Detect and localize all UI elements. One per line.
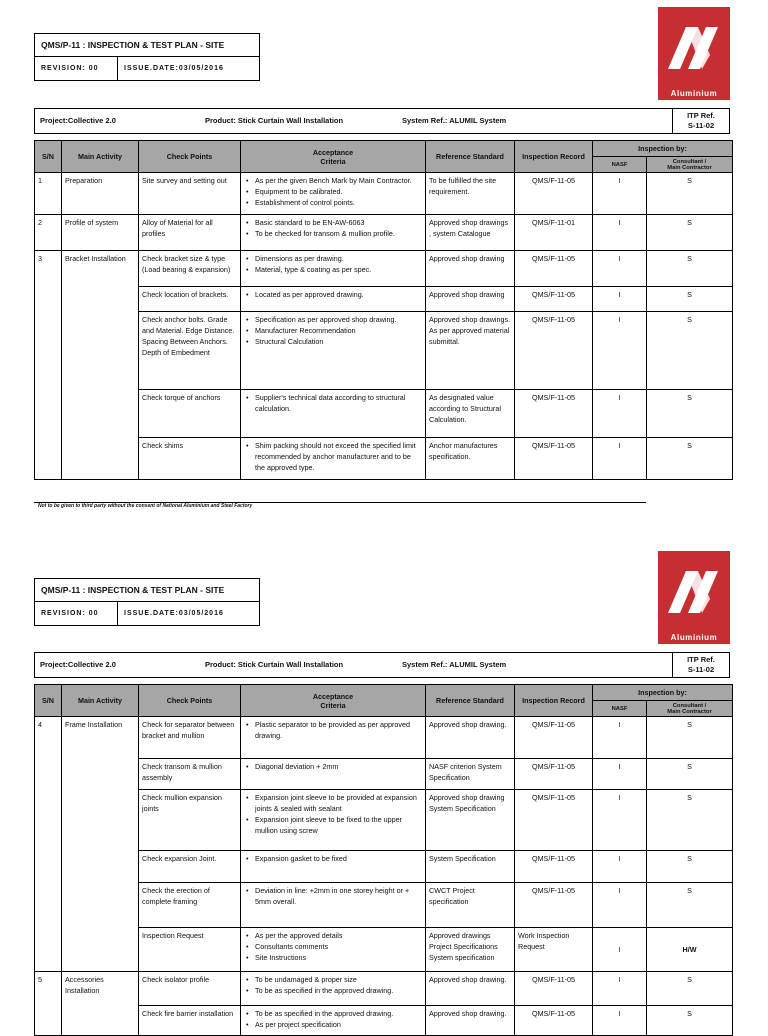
criteria-item: • Expansion joint sleeve to be provided at expansion joints & sealed with sealant xyxy=(255,792,422,814)
criteria-list xyxy=(244,314,422,347)
table-row xyxy=(35,173,733,215)
cell-record: QMS/F-11-05 xyxy=(515,251,593,287)
criteria-item: • Structural Calculation xyxy=(255,336,422,347)
cell-check-point: Check shims xyxy=(139,438,241,480)
criteria-item: • Shim packing should not exceed the specified limit recommended by anchor manufacturer and to be the approved type. xyxy=(255,440,422,473)
cell-check-point: Alloy of Material for all profiles xyxy=(139,215,241,251)
cell-record: QMS/F-11-05 xyxy=(515,759,593,790)
cell-reference: NASF criterion System Specification xyxy=(426,759,515,790)
criteria-list xyxy=(244,289,422,300)
itp-ref-label: ITP Ref. xyxy=(687,111,715,120)
cell-record: QMS/F-11-05 xyxy=(515,851,593,883)
cell-reference: Approved shop drawings. As per approved material submittal. xyxy=(426,312,515,390)
document-page-2 xyxy=(0,520,768,1029)
cell-check-point: Check isolator profile xyxy=(139,972,241,1006)
col-inspection-by: Inspection by: xyxy=(593,141,733,157)
itp-ref-value: S-11-02 xyxy=(687,121,715,130)
project-info-bar xyxy=(34,652,730,678)
col-check: Check Points xyxy=(139,141,241,173)
col-nasf: NASF xyxy=(593,157,647,173)
cell-check-point: Check mullion expansion joints xyxy=(139,790,241,851)
document-title: QMS/P-11 : INSPECTION & TEST PLAN - SITE xyxy=(35,34,259,57)
col-acceptance: Acceptance Criteria xyxy=(241,685,426,717)
cell-check-point: Check the erection of complete framing xyxy=(139,883,241,928)
criteria-item: • Expansion gasket to be fixed xyxy=(255,853,422,864)
revision-label: REVISION: 00 xyxy=(35,602,118,625)
criteria-list xyxy=(244,392,422,414)
cell-nasf: I xyxy=(593,972,647,1006)
cell-record: QMS/F-11-05 xyxy=(515,312,593,390)
cell-criteria xyxy=(241,883,426,928)
criteria-list xyxy=(244,719,422,741)
criteria-item: • Plastic separator to be provided as per approved drawing. xyxy=(255,719,422,741)
cell-record: QMS/F-11-05 xyxy=(515,790,593,851)
criteria-list xyxy=(244,761,422,772)
inspection-table-1 xyxy=(34,140,733,480)
cell-nasf: I xyxy=(593,173,647,215)
criteria-list xyxy=(244,175,422,208)
product-name: Product: Stick Curtain Wall Installation xyxy=(205,660,344,669)
cell-criteria xyxy=(241,790,426,851)
cell-consultant: S xyxy=(647,215,733,251)
cell-criteria xyxy=(241,851,426,883)
cell-sn: 1 xyxy=(35,173,62,215)
table-row xyxy=(35,790,733,851)
cell-criteria xyxy=(241,1006,426,1036)
inspection-table-2 xyxy=(34,684,733,1036)
criteria-list xyxy=(244,853,422,864)
cell-criteria xyxy=(241,312,426,390)
cell-sn: 4 xyxy=(35,717,62,972)
col-record: Inspection Record xyxy=(515,685,593,717)
table-row xyxy=(35,928,733,972)
logo-text: Aluminium xyxy=(658,631,730,644)
project-name: Project:Collective 2.0 xyxy=(40,116,116,125)
cell-consultant: S xyxy=(647,390,733,438)
itp-ref xyxy=(672,653,729,677)
table-header xyxy=(35,685,733,717)
cell-criteria xyxy=(241,251,426,287)
cell-criteria xyxy=(241,972,426,1006)
cell-criteria xyxy=(241,215,426,251)
issue-date: ISSUE.DATE:03/05/2016 xyxy=(124,65,224,72)
cell-check-point: Check expansion Joint. xyxy=(139,851,241,883)
table-row xyxy=(35,390,733,438)
cell-consultant: S xyxy=(647,173,733,215)
cell-consultant: S xyxy=(647,851,733,883)
col-reference: Reference Standard xyxy=(426,685,515,717)
project-info-bar xyxy=(34,108,730,134)
cell-sn: 3 xyxy=(35,251,62,480)
document-title: QMS/P-11 : INSPECTION & TEST PLAN - SITE xyxy=(35,579,259,602)
criteria-list xyxy=(244,930,422,963)
document-title-box xyxy=(34,33,260,81)
cell-check-point: Check location of brackets. xyxy=(139,287,241,312)
criteria-item: • To be checked for transom & mullion profile. xyxy=(255,228,422,239)
cell-check-point: Check bracket size & type (Load bearing & expansion) xyxy=(139,251,241,287)
itp-ref-value: S-11-02 xyxy=(687,665,715,674)
cell-reference: System Specification xyxy=(426,851,515,883)
cell-criteria xyxy=(241,759,426,790)
company-logo xyxy=(658,7,730,100)
cell-reference: Approved drawings Project Specifications System specification xyxy=(426,928,515,972)
cell-reference: Approved shop drawing. xyxy=(426,972,515,1006)
cell-criteria xyxy=(241,438,426,480)
criteria-item: • Consultants comments xyxy=(255,941,422,952)
document-title-box xyxy=(34,578,260,626)
col-acceptance: Acceptance Criteria xyxy=(241,141,426,173)
cell-check-point: Check fire barrier installation xyxy=(139,1006,241,1036)
criteria-list xyxy=(244,974,422,996)
cell-sn: 2 xyxy=(35,215,62,251)
criteria-item: • Located as per approved drawing. xyxy=(255,289,422,300)
cell-reference: Approved shop drawing xyxy=(426,287,515,312)
cell-activity: Bracket Installation xyxy=(62,251,139,480)
table-row xyxy=(35,717,733,759)
cell-record: QMS/F-11-05 xyxy=(515,883,593,928)
cell-nasf: I xyxy=(593,790,647,851)
criteria-item: • To be as specified in the approved drawing. xyxy=(255,985,422,996)
cell-record: Work Inspection Request xyxy=(515,928,593,972)
cell-check-point: Check torque of anchors xyxy=(139,390,241,438)
cell-reference: Anchor manufactures specification. xyxy=(426,438,515,480)
criteria-list xyxy=(244,253,422,275)
cell-check-point: Inspection Request xyxy=(139,928,241,972)
product-name: Product: Stick Curtain Wall Installation xyxy=(205,116,344,125)
cell-activity: Preparation xyxy=(62,173,139,215)
cell-criteria xyxy=(241,173,426,215)
criteria-list xyxy=(244,217,422,239)
cell-record: QMS/F-11-05 xyxy=(515,173,593,215)
criteria-item: • Diagonal deviation + 2mm xyxy=(255,761,422,772)
criteria-item: • Specification as per approved shop drawing. xyxy=(255,314,422,325)
cell-activity: Accessories Installation xyxy=(62,972,139,1036)
cell-nasf: I xyxy=(593,851,647,883)
criteria-item: • As per the approved details xyxy=(255,930,422,941)
logo-mark-icon xyxy=(658,7,730,87)
cell-nasf: I xyxy=(593,759,647,790)
itp-ref xyxy=(672,109,729,133)
criteria-item: • Expansion joint sleeve to be fixed to the upper mullion using screw xyxy=(255,814,422,836)
logo-mark-icon xyxy=(658,551,730,631)
cell-reference: Approved shop drawing. xyxy=(426,717,515,759)
criteria-item: • Equipment to be calibrated. xyxy=(255,186,422,197)
table-body-2 xyxy=(35,717,733,1036)
cell-reference: As designated value according to Structural Calculation. xyxy=(426,390,515,438)
col-record: Inspection Record xyxy=(515,141,593,173)
col-check: Check Points xyxy=(139,685,241,717)
system-ref: System Ref.: ALUMIL System xyxy=(402,116,507,125)
criteria-list xyxy=(244,792,422,836)
project-name: Project:Collective 2.0 xyxy=(40,660,116,669)
issue-date: ISSUE.DATE:03/05/2016 xyxy=(124,610,224,617)
cell-nasf: I xyxy=(593,251,647,287)
criteria-item: • To be as specified in the approved drawing. xyxy=(255,1008,422,1019)
cell-criteria xyxy=(241,390,426,438)
criteria-list xyxy=(244,1008,422,1030)
cell-criteria xyxy=(241,287,426,312)
cell-consultant: S xyxy=(647,717,733,759)
cell-nasf: I xyxy=(593,928,647,972)
cell-nasf: I xyxy=(593,390,647,438)
criteria-item: • Manufacturer Recommendation xyxy=(255,325,422,336)
table-row xyxy=(35,312,733,390)
col-sn: S/N xyxy=(35,685,62,717)
criteria-item: • To be undamaged & proper size xyxy=(255,974,422,985)
criteria-item: • Deviation in line: +2mm in one storey height or + 5mm overall. xyxy=(255,885,422,907)
col-inspection-by: Inspection by: xyxy=(593,685,733,701)
table-row xyxy=(35,972,733,1006)
cell-consultant: S xyxy=(647,287,733,312)
criteria-item: • As per the given Bench Mark by Main Contractor. xyxy=(255,175,422,186)
criteria-item: • Basic standard to be EN-AW-6063 xyxy=(255,217,422,228)
cell-record: QMS/F-11-05 xyxy=(515,717,593,759)
cell-consultant: S xyxy=(647,790,733,851)
cell-nasf: I xyxy=(593,717,647,759)
revision-label: REVISION: 00 xyxy=(35,57,118,80)
cell-nasf: I xyxy=(593,312,647,390)
criteria-item: • As per project specification xyxy=(255,1019,422,1030)
cell-consultant: S xyxy=(647,883,733,928)
cell-nasf: I xyxy=(593,287,647,312)
col-nasf: NASF xyxy=(593,701,647,717)
cell-criteria xyxy=(241,928,426,972)
cell-nasf: I xyxy=(593,438,647,480)
criteria-list xyxy=(244,885,422,907)
table-row xyxy=(35,1006,733,1036)
col-reference: Reference Standard xyxy=(426,141,515,173)
cell-record: QMS/F-11-05 xyxy=(515,972,593,1006)
criteria-item: • Supplier's technical data according to structural calculation. xyxy=(255,392,422,414)
table-body-1 xyxy=(35,173,733,480)
cell-criteria xyxy=(241,717,426,759)
cell-check-point: Check anchor bolts. Grade and Material. Edge Distance. Spacing Between Anchors. Depth of Embedment xyxy=(139,312,241,390)
logo-text: Aluminium xyxy=(658,87,730,100)
cell-check-point: Site survey and setting out xyxy=(139,173,241,215)
table-row xyxy=(35,215,733,251)
cell-nasf: I xyxy=(593,883,647,928)
table-row xyxy=(35,251,733,287)
cell-nasf: I xyxy=(593,1006,647,1036)
cell-reference: Approved shop drawings , system Catalogue xyxy=(426,215,515,251)
col-activity: Main Activity xyxy=(62,141,139,173)
cell-consultant: S xyxy=(647,1006,733,1036)
cell-reference: To be fulfilled the site requirement. xyxy=(426,173,515,215)
table-row xyxy=(35,851,733,883)
cell-record: QMS/F-11-05 xyxy=(515,390,593,438)
cell-consultant: S xyxy=(647,759,733,790)
itp-ref-label: ITP Ref. xyxy=(687,655,715,664)
cell-reference: Approved shop drawing. xyxy=(426,1006,515,1036)
cell-record: QMS/F-11-05 xyxy=(515,1006,593,1036)
system-ref: System Ref.: ALUMIL System xyxy=(402,660,507,669)
cell-check-point: Check for separator between bracket and mullion xyxy=(139,717,241,759)
col-consultant: Consultant / Main Contractor xyxy=(647,157,733,173)
col-sn: S/N xyxy=(35,141,62,173)
cell-reference: Approved shop drawing System Specification xyxy=(426,790,515,851)
cell-activity: Frame Installation xyxy=(62,717,139,972)
table-row xyxy=(35,883,733,928)
cell-consultant: S xyxy=(647,972,733,1006)
cell-consultant: S xyxy=(647,251,733,287)
criteria-list xyxy=(244,440,422,473)
company-logo xyxy=(658,551,730,644)
cell-record: QMS/F-11-01 xyxy=(515,215,593,251)
cell-record: QMS/F-11-05 xyxy=(515,287,593,312)
col-consultant: Consultant / Main Contractor xyxy=(647,701,733,717)
cell-check-point: Check transom & mullion assembly xyxy=(139,759,241,790)
table-row xyxy=(35,759,733,790)
criteria-item: • Dimensions as per drawing. xyxy=(255,253,422,264)
table-row xyxy=(35,438,733,480)
footer-note: Not to be given to third party without the consent of National Aluminium and Steel Factory xyxy=(38,503,253,509)
cell-reference: Approved shop drawing xyxy=(426,251,515,287)
cell-nasf: I xyxy=(593,215,647,251)
cell-consultant: H/W xyxy=(647,928,733,972)
cell-activity: Profile of system xyxy=(62,215,139,251)
table-row xyxy=(35,287,733,312)
table-header xyxy=(35,141,733,173)
cell-reference: CWCT Project specification xyxy=(426,883,515,928)
cell-consultant: S xyxy=(647,438,733,480)
criteria-item: • Material, type & coating as per spec. xyxy=(255,264,422,275)
cell-record: QMS/F-11-05 xyxy=(515,438,593,480)
cell-sn: 5 xyxy=(35,972,62,1036)
cell-consultant: S xyxy=(647,312,733,390)
criteria-item: • Site Instructions xyxy=(255,952,422,963)
criteria-item: • Establishment of control points. xyxy=(255,197,422,208)
col-activity: Main Activity xyxy=(62,685,139,717)
